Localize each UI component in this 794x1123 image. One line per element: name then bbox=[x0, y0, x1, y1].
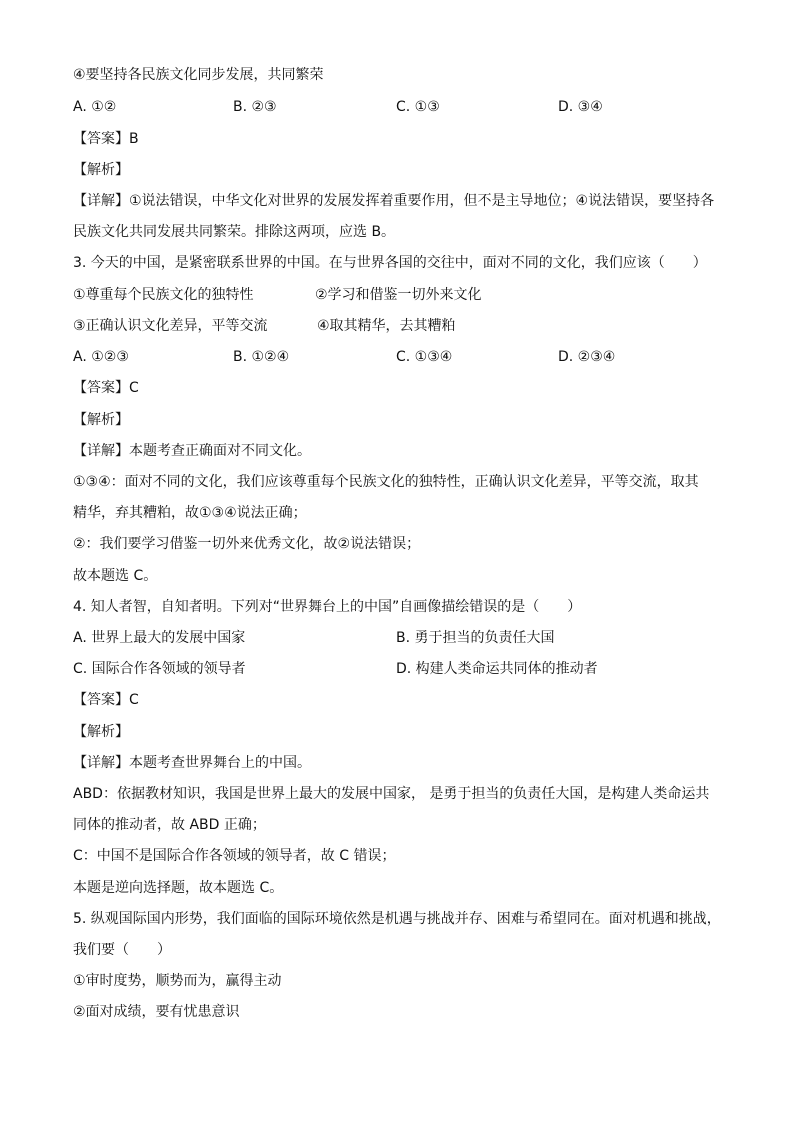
q4-detail-line-2: ABD：依据教材知识，我国是世界上最大的发展中国家， 是勇于担当的负责任大国，是构建人类命运共 bbox=[73, 786, 710, 802]
q3-item-2: ②学习和借鉴一切外来文化 bbox=[315, 287, 482, 303]
q4-stem: 4. 知人者智，自知者明。下列对“世界舞台上的中国”自画像描绘错误的是（ ） bbox=[73, 599, 582, 615]
q3-detail-line-2: ①③④：面对不同的文化，我们应该尊重每个民族文化的独特性，正确认识文化差异，平等交流，取其 bbox=[73, 474, 699, 490]
q2-detail-line-1: 【详解】①说法错误，中华文化对世界的发展发挥着重要作用，但不是主导地位；④说法错误，要坚持各 bbox=[73, 193, 715, 209]
q5-stem-line-1: 5. 纵观国际国内形势，我们面临的国际环境依然是机遇与挑战并存、困难与希望同在。面对机遇和挑战， bbox=[73, 911, 721, 927]
q4-answer: 【答案】C bbox=[73, 692, 139, 708]
q4-detail-line-1: 【详解】本题考查世界舞台上的中国。 bbox=[73, 755, 311, 771]
q3-stem: 3. 今天的中国，是紧密联系世界的中国。在与世界各国的交往中，面对不同的文化，我们应该（ ） bbox=[73, 255, 707, 271]
q2-option-b: B. ②③ bbox=[233, 99, 277, 115]
q3-detail-line-1: 【详解】本题考查正确面对不同文化。 bbox=[73, 443, 311, 459]
q4-option-c: C. 国际合作各领域的领导者 bbox=[73, 661, 246, 677]
q3-option-b: B. ①②④ bbox=[233, 349, 290, 365]
q4-detail-line-4: C：中国不是国际合作各领域的领导者，故 C 错误； bbox=[73, 848, 396, 864]
q3-detail-line-5: 故本题选 C。 bbox=[73, 568, 158, 584]
q4-analysis-label: 【解析】 bbox=[73, 724, 129, 740]
q4-option-a: A. 世界上最大的发展中国家 bbox=[73, 630, 246, 646]
q3-detail-line-3: 精华，弃其糟粕，故①③④说法正确； bbox=[73, 505, 307, 521]
q4-detail-line-3: 同体的推动者，故 ABD 正确； bbox=[73, 817, 266, 833]
q2-answer: 【答案】B bbox=[73, 131, 139, 147]
q3-answer: 【答案】C bbox=[73, 380, 139, 396]
q2-detail-line-2: 民族文化共同发展共同繁荣。排除这两项，应选 B。 bbox=[73, 224, 396, 240]
q5-item-1: ①审时度势，顺势而为，赢得主动 bbox=[73, 973, 282, 989]
q2-option-a: A. ①② bbox=[73, 99, 117, 115]
q3-option-a: A. ①②③ bbox=[73, 349, 129, 365]
q5-item-2: ②面对成绩，要有忧患意识 bbox=[73, 1004, 240, 1020]
q2-analysis-label: 【解析】 bbox=[73, 162, 129, 178]
q4-option-d: D. 构建人类命运共同体的推动者 bbox=[396, 661, 598, 677]
q3-item-4: ④取其精华，去其糟粕 bbox=[317, 318, 456, 334]
q3-analysis-label: 【解析】 bbox=[73, 412, 129, 428]
q3-item-1: ①尊重每个民族文化的独特性 bbox=[73, 287, 254, 303]
q3-item-3: ③正确认识文化差异，平等交流 bbox=[73, 318, 268, 334]
q2-option-c: C. ①③ bbox=[396, 99, 440, 115]
q2-item-4: ④要坚持各民族文化同步发展，共同繁荣 bbox=[73, 67, 324, 83]
q3-detail-line-4: ②：我们要学习借鉴一切外来优秀文化，故②说法错误； bbox=[73, 536, 421, 552]
q4-option-b: B. 勇于担当的负责任大国 bbox=[396, 630, 555, 646]
q3-option-c: C. ①③④ bbox=[396, 349, 453, 365]
q4-detail-line-5: 本题是逆向选择题，故本题选 C。 bbox=[73, 880, 284, 896]
q5-stem-line-2: 我们要（ ） bbox=[73, 942, 171, 958]
q2-option-d: D. ③④ bbox=[558, 99, 603, 115]
q3-option-d: D. ②③④ bbox=[558, 349, 616, 365]
